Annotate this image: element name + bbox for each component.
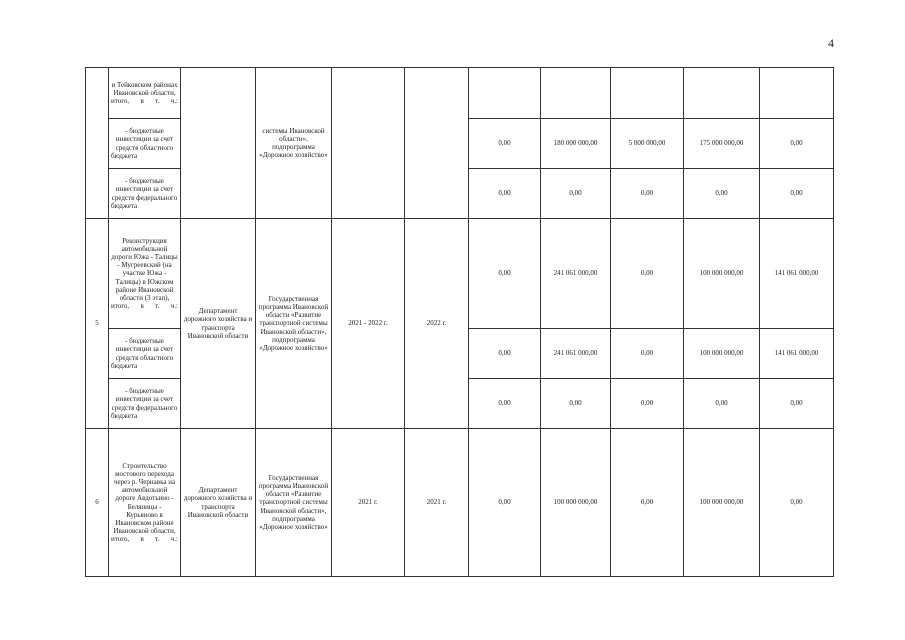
value-cell: 180 000 000,00 (541, 119, 611, 169)
program-cell: Государственная программа Ивановской области «Развитие транспортной системы Ивановской области», подпрограмма «Дорожное хозяйство» (256, 219, 332, 429)
value-cell (541, 68, 611, 119)
table-row (86, 219, 834, 329)
value-cell: 0,00 (684, 169, 760, 219)
value-cell: 0,00 (611, 169, 684, 219)
table-row (86, 429, 834, 577)
description-cell: Реконструкция автомобильной дороги Южа - Талицы - Мугреевский (на участке Южа - Талицы) в Южском районе Ивановской области (3 этап), итого, в т. ч.: (109, 219, 181, 329)
period-cell: 2021 г. (332, 429, 405, 577)
department-cell: Департамент дорожного хозяйства и транспорта Ивановской области (181, 429, 256, 577)
value-cell: 0,00 (611, 219, 684, 329)
row-number-cell: 6 (86, 429, 109, 577)
value-cell: 0,00 (469, 329, 541, 379)
period-cell (332, 68, 405, 219)
department-cell: Департамент дорожного хозяйства и транспорта Ивановской области (181, 219, 256, 429)
description-cell: - бюджетные инвестиции за счет средств областного бюджета (109, 119, 181, 169)
year-cell (405, 68, 469, 219)
value-cell: 0,00 (469, 169, 541, 219)
period-cell: 2021 - 2022 г. (332, 219, 405, 429)
value-cell: 175 000 000,00 (684, 119, 760, 169)
value-cell: 5 000 000,00 (611, 119, 684, 169)
year-cell: 2022 г. (405, 219, 469, 429)
value-cell: 100 000 000,00 (684, 329, 760, 379)
value-cell: 0,00 (541, 169, 611, 219)
description-cell: и Тейковском районах Ивановской области, итого, в т. ч.: (109, 68, 181, 119)
description-cell: - бюджетные инвестиции за счет средств федерального бюджета (109, 169, 181, 219)
value-cell (611, 68, 684, 119)
value-cell: 0,00 (469, 429, 541, 577)
table-row (86, 68, 834, 119)
value-cell: 0,00 (469, 379, 541, 429)
value-cell: 0,00 (684, 379, 760, 429)
value-cell: 0,00 (611, 429, 684, 577)
value-cell: 0,00 (760, 169, 834, 219)
description-cell: Строительство мостового перехода через р. Чернавка на автомобильной дороге Авдотьино - Беляницы - Курьяново в Ивановском районе Ивановской области, итого, в т. ч.: (109, 429, 181, 577)
row-number-cell (86, 68, 109, 219)
year-cell: 2021 г. (405, 429, 469, 577)
value-cell: 0,00 (760, 379, 834, 429)
value-cell: 100 000 000,00 (684, 429, 760, 577)
value-cell: 0,00 (469, 219, 541, 329)
value-cell: 0,00 (760, 119, 834, 169)
description-cell: - бюджетные инвестиции за счет средств федерального бюджета (109, 379, 181, 429)
value-cell (760, 68, 834, 119)
row-number-cell: 5 (86, 219, 109, 429)
value-cell: 0,00 (611, 329, 684, 379)
value-cell: 141 061 000,00 (760, 329, 834, 379)
value-cell: 0,00 (469, 119, 541, 169)
value-cell: 241 061 000,00 (541, 219, 611, 329)
investment-table (85, 67, 834, 577)
value-cell: 0,00 (611, 379, 684, 429)
value-cell: 241 061 000,00 (541, 329, 611, 379)
value-cell: 141 061 000,00 (760, 219, 834, 329)
value-cell (469, 68, 541, 119)
description-cell: - бюджетные инвестиции за счет средств областного бюджета (109, 329, 181, 379)
value-cell: 0,00 (760, 429, 834, 577)
program-cell: Государственная программа Ивановской области «Развитие транспортной системы Ивановской области», подпрограмма «Дорожное хозяйство» (256, 429, 332, 577)
value-cell: 0,00 (541, 379, 611, 429)
value-cell (684, 68, 760, 119)
value-cell: 100 000 000,00 (541, 429, 611, 577)
page-number: 4 (828, 36, 834, 50)
program-cell: системы Ивановской области», подпрограмма «Дорожное хозяйство» (256, 68, 332, 219)
value-cell: 100 000 000,00 (684, 219, 760, 329)
department-cell (181, 68, 256, 219)
